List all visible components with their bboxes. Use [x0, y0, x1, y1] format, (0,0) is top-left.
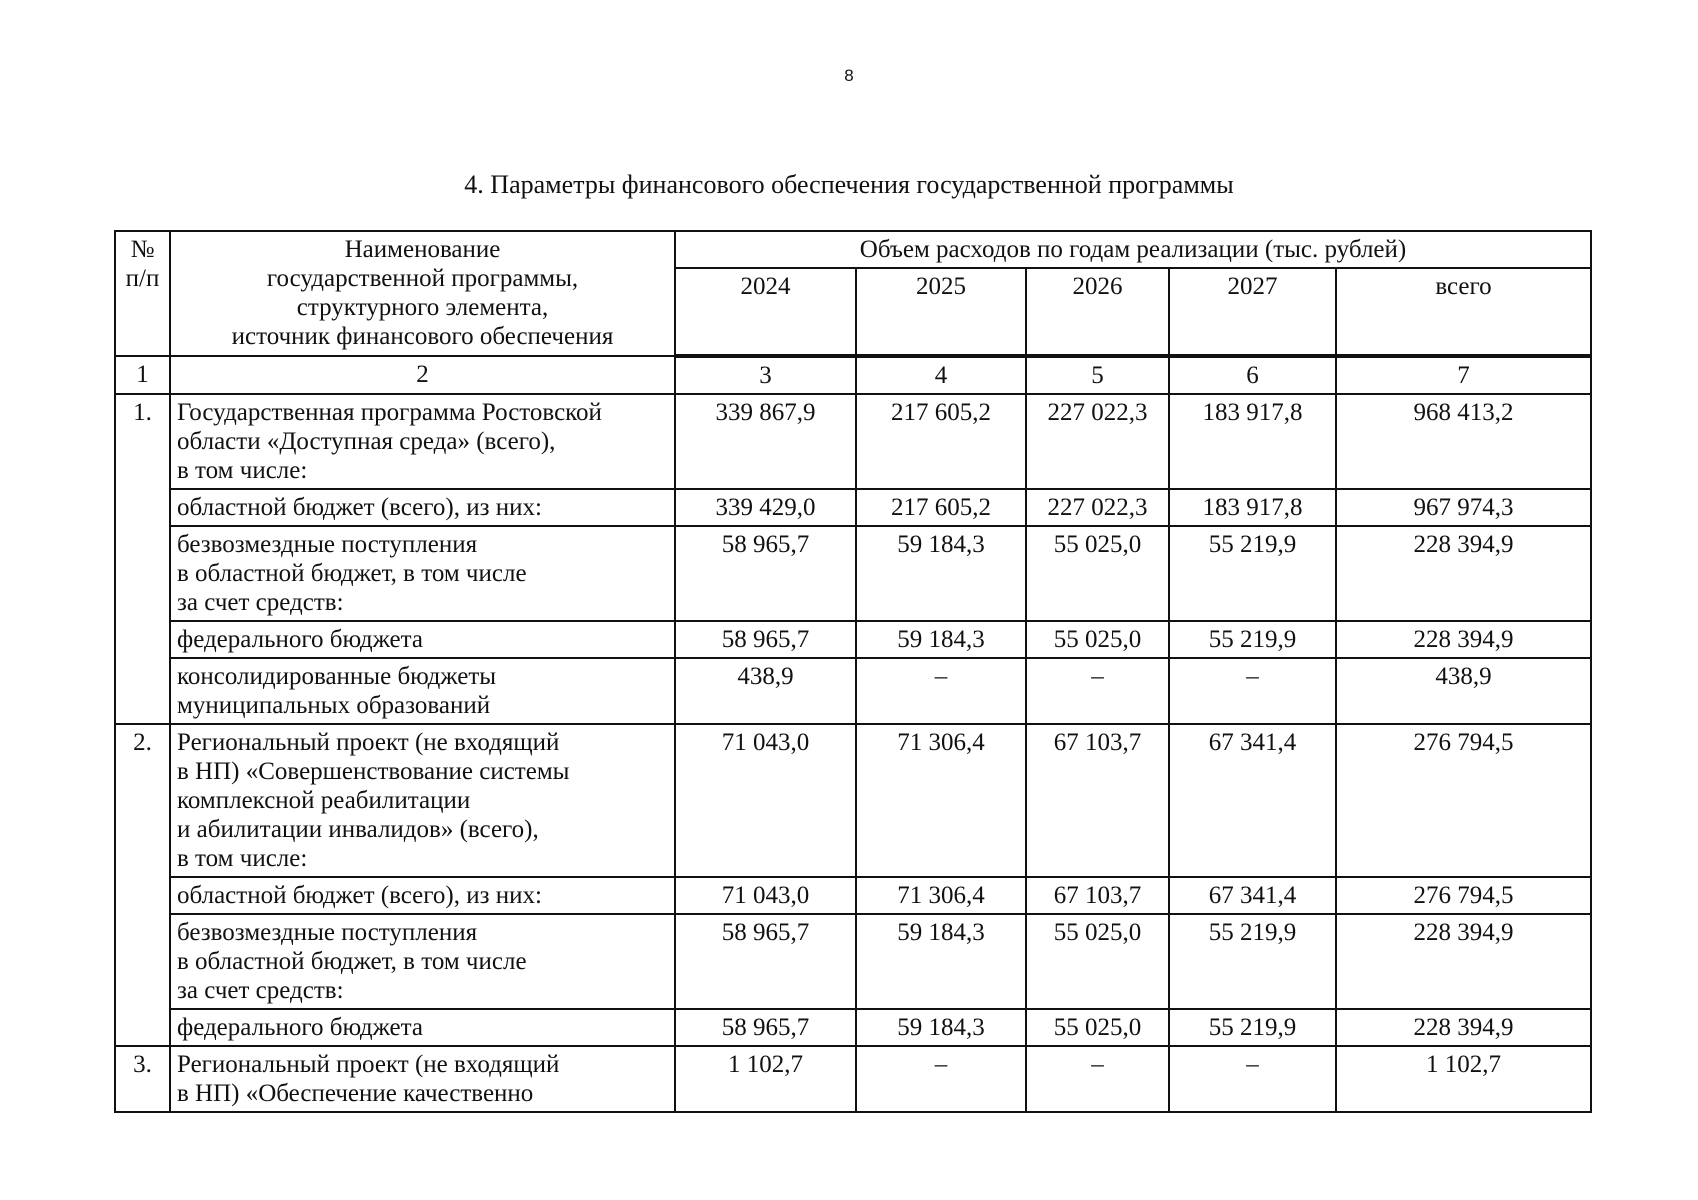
- header-year: 2027: [1169, 268, 1336, 356]
- row-value: 227 022,3: [1026, 489, 1169, 526]
- column-numbers-row: [115, 356, 1591, 394]
- row-value: 438,9: [675, 658, 856, 724]
- col-number: 6: [1169, 356, 1336, 394]
- table-row: [115, 526, 1591, 621]
- col-number: 4: [856, 356, 1026, 394]
- row-total: 276 794,5: [1336, 724, 1591, 877]
- row-value: –: [856, 1046, 1026, 1112]
- row-name: областной бюджет (всего), из них:: [170, 489, 675, 526]
- row-value: 67 341,4: [1169, 724, 1336, 877]
- row-value: –: [856, 658, 1026, 724]
- table-row: [115, 724, 1591, 877]
- table-row: [115, 394, 1591, 489]
- row-name: Региональный проект (не входящий в НП) «Обеспечение качественно: [170, 1046, 675, 1112]
- row-value: 217 605,2: [856, 394, 1026, 489]
- col-number: 3: [675, 356, 856, 394]
- header-year: 2026: [1026, 268, 1169, 356]
- row-total: 967 974,3: [1336, 489, 1591, 526]
- table-row: [115, 658, 1591, 724]
- header-volume: Объем расходов по годам реализации (тыс. рублей): [675, 231, 1591, 268]
- table-row: [115, 1009, 1591, 1046]
- header-row-1: [115, 231, 1591, 268]
- header-year: 2024: [675, 268, 856, 356]
- row-value: 71 043,0: [675, 877, 856, 914]
- row-name: Государственная программа Ростовской области «Доступная среда» (всего), в том числе:: [170, 394, 675, 489]
- row-value: 67 341,4: [1169, 877, 1336, 914]
- table-row: [115, 621, 1591, 658]
- col-number: 7: [1336, 356, 1591, 394]
- row-name: федерального бюджета: [170, 621, 675, 658]
- row-value: 55 025,0: [1026, 621, 1169, 658]
- row-value: 55 025,0: [1026, 914, 1169, 1009]
- row-total: 228 394,9: [1336, 914, 1591, 1009]
- row-number: 2.: [115, 724, 170, 1046]
- col-number: 5: [1026, 356, 1169, 394]
- row-total: 276 794,5: [1336, 877, 1591, 914]
- row-value: 55 025,0: [1026, 526, 1169, 621]
- table-row: [115, 914, 1591, 1009]
- row-value: 55 219,9: [1169, 914, 1336, 1009]
- row-name: областной бюджет (всего), из них:: [170, 877, 675, 914]
- row-total: 228 394,9: [1336, 621, 1591, 658]
- row-value: 58 965,7: [675, 914, 856, 1009]
- row-total: 228 394,9: [1336, 1009, 1591, 1046]
- row-number: 1.: [115, 394, 170, 724]
- row-value: 227 022,3: [1026, 394, 1169, 489]
- row-value: –: [1169, 658, 1336, 724]
- row-value: 71 043,0: [675, 724, 856, 877]
- row-value: 339 867,9: [675, 394, 856, 489]
- row-value: 59 184,3: [856, 621, 1026, 658]
- header-num: № п/п: [115, 231, 170, 356]
- row-total: 438,9: [1336, 658, 1591, 724]
- row-value: 183 917,8: [1169, 394, 1336, 489]
- row-value: 55 219,9: [1169, 526, 1336, 621]
- section-title: 4. Параметры финансового обеспечения государственной программы: [464, 170, 1234, 199]
- row-value: 58 965,7: [675, 1009, 856, 1046]
- table-row: [115, 877, 1591, 914]
- row-value: 217 605,2: [856, 489, 1026, 526]
- row-name: Региональный проект (не входящий в НП) «Совершенствование системы комплексной реабилитации и абилитации инвалидов» (всего), в том числе:: [170, 724, 675, 877]
- header-year: 2025: [856, 268, 1026, 356]
- row-value: 67 103,7: [1026, 877, 1169, 914]
- row-name: федерального бюджета: [170, 1009, 675, 1046]
- row-total: 228 394,9: [1336, 526, 1591, 621]
- row-total: 968 413,2: [1336, 394, 1591, 489]
- row-value: 339 429,0: [675, 489, 856, 526]
- row-value: 59 184,3: [856, 1009, 1026, 1046]
- row-value: –: [1026, 658, 1169, 724]
- row-value: 58 965,7: [675, 621, 856, 658]
- row-value: 59 184,3: [856, 526, 1026, 621]
- row-value: 55 219,9: [1169, 621, 1336, 658]
- row-value: –: [1026, 1046, 1169, 1112]
- row-name: безвозмездные поступления в областной бюджет, в том числе за счет средств:: [170, 526, 675, 621]
- table-row: [115, 489, 1591, 526]
- financial-parameters-table: [114, 230, 1592, 1113]
- header-name: Наименование государственной программы, структурного элемента, источник финансового обеспечения: [170, 231, 675, 356]
- row-name: безвозмездные поступления в областной бюджет, в том числе за счет средств:: [170, 914, 675, 1009]
- row-value: –: [1169, 1046, 1336, 1112]
- row-total: 1 102,7: [1336, 1046, 1591, 1112]
- col-number: 1: [115, 356, 170, 394]
- row-value: 67 103,7: [1026, 724, 1169, 877]
- page-number: 8: [844, 66, 854, 85]
- table-row: [115, 1046, 1591, 1112]
- row-value: 55 025,0: [1026, 1009, 1169, 1046]
- col-number: 2: [170, 356, 675, 394]
- row-value: 58 965,7: [675, 526, 856, 621]
- row-value: 71 306,4: [856, 877, 1026, 914]
- row-value: 55 219,9: [1169, 1009, 1336, 1046]
- row-number: 3.: [115, 1046, 170, 1112]
- row-name: консолидированные бюджеты муниципальных образований: [170, 658, 675, 724]
- row-value: 71 306,4: [856, 724, 1026, 877]
- header-total: всего: [1336, 268, 1591, 356]
- row-value: 183 917,8: [1169, 489, 1336, 526]
- row-value: 59 184,3: [856, 914, 1026, 1009]
- row-value: 1 102,7: [675, 1046, 856, 1112]
